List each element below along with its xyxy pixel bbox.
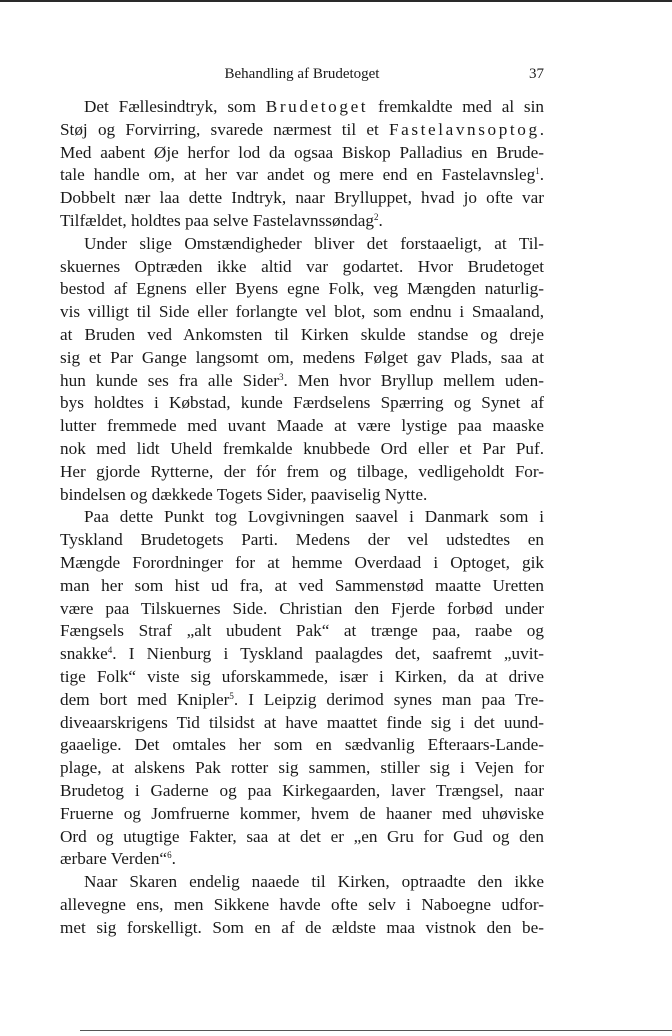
running-header	[60, 62, 544, 86]
text-run: skuernes Optræden ikke altid var godartet. Hvor Brudetoget	[60, 256, 544, 276]
text-run: Fruerne og Jomfruerne kommer, hvem de haaner med uhøviske	[60, 803, 544, 823]
text-run: .	[539, 165, 544, 185]
text-run: Tilfældet, holdtes paa selve Fastelavnssøndag	[60, 210, 374, 230]
top-page-edge	[0, 0, 672, 2]
text-line	[60, 142, 544, 165]
text-line	[60, 848, 544, 871]
text-line	[60, 187, 544, 210]
text-run: man her som hist ud fra, at ved Sammenstød maatte Uretten	[60, 575, 544, 595]
text-run: Brudetog i Gaderne og paa Kirkegaarden, laver Trængsel, naar	[60, 780, 544, 800]
text-line	[60, 803, 544, 826]
text-line	[60, 712, 544, 735]
text-run: fremkaldte med al sin	[368, 97, 544, 116]
paragraph	[60, 233, 544, 507]
text-run: allevegne ens, men Sikkene havde ofte selv i Naboegne udfor-	[60, 894, 544, 914]
text-line	[60, 826, 544, 849]
spaced-emphasis: Brudetoget	[265, 97, 369, 116]
text-run: gaaelige. Det omtales her som en sædvanlig Efteraars-Lande-	[60, 735, 544, 755]
text-line	[60, 119, 544, 142]
text-line	[60, 894, 544, 917]
text-line	[60, 484, 544, 507]
body-text	[60, 96, 544, 939]
text-line	[60, 871, 544, 894]
paragraph	[60, 871, 544, 939]
text-run: dem bort med Knipler	[60, 689, 230, 709]
text-line	[60, 552, 544, 575]
text-line	[60, 256, 544, 279]
text-run: . Men hvor Bryllup mellem uden-	[283, 370, 544, 390]
text-line	[60, 96, 544, 119]
text-line	[60, 438, 544, 461]
text-run: hun kunde ses fra alle Sider	[60, 370, 279, 390]
page-number: 37	[529, 66, 544, 82]
running-title: Behandling af Brudetoget	[224, 66, 380, 82]
text-line	[60, 666, 544, 689]
text-run: at Bruden ved Ankomsten til Kirken skulde standse og dreje	[60, 324, 544, 344]
text-line	[60, 643, 544, 666]
text-run: vis villigt til Side eller forlangte vel blot, som endnu i Smaaland,	[60, 302, 544, 322]
paragraph	[60, 506, 544, 871]
text-run: .	[378, 210, 383, 230]
text-run: Dobbelt nær laa dette Indtryk, naar Brylluppet, hvad jo ofte var	[60, 188, 544, 208]
text-run: tige Folk“ viste sig uforskammede, især i Kirken, da at drive	[60, 666, 544, 686]
text-run: ærbare Verden“	[60, 849, 168, 869]
text-run: Fængsels Straf „alt ubudent Pak“ at trænge paa, raabe og	[60, 621, 544, 641]
text-line	[60, 347, 544, 370]
text-run: Det Fællesindtryk, som	[84, 97, 266, 116]
footnote-ref: 6	[167, 850, 172, 861]
text-line	[60, 415, 544, 438]
text-line	[60, 164, 544, 187]
text-line	[60, 780, 544, 803]
text-line	[60, 689, 544, 712]
text-line	[60, 575, 544, 598]
text-run: bestod af Egnens eller Byens egne Folk, veg Mængden naturlig-	[60, 279, 544, 299]
text-line	[60, 278, 544, 301]
text-run: Under slige Omstændigheder bliver det forstaaeligt, at Til-	[84, 233, 544, 253]
text-run: sig et Par Gange langsomt om, medens Følget gav Plads, saa at	[60, 347, 544, 367]
bottom-page-edge	[80, 1030, 672, 1031]
text-line	[60, 757, 544, 780]
text-run: bindelsen og dækkede Togets Sider, paaviselig Nytte.	[60, 484, 428, 504]
footnote-ref: 4	[107, 645, 113, 656]
text-run: Med aabent Øje herfor lod da ogsaa Biskop Palladius en Brude-	[60, 142, 544, 162]
footnote-ref: 3	[278, 371, 284, 382]
text-run: Støj og Forvirring, svarede nærmest til et	[60, 119, 389, 139]
text-run: . I Leipzig derimod synes man paa Tre-	[233, 689, 544, 709]
text-run: plage, at alskens Pak rotter sig sammen, stiller sig i Vejen for	[60, 758, 544, 778]
text-run: diveaarskrigens Tid tilsidst at have maattet finde sig i det uund-	[60, 712, 544, 732]
footnote-ref: 5	[229, 690, 234, 701]
paragraph	[60, 96, 544, 233]
text-run: Tyskland Brudetogets Parti. Medens der vel udstedtes en	[60, 530, 544, 550]
text-line	[60, 301, 544, 324]
text-line	[60, 392, 544, 415]
text-run: .	[171, 849, 176, 869]
text-line	[60, 233, 544, 256]
text-run: Her gjorde Rytterne, der fór frem og tilbage, vedligeholdt For-	[60, 461, 544, 481]
text-run: nok med lidt Uheld fremkalde knubbede Ord eller et Par Puf.	[60, 438, 544, 458]
footnote-ref: 1	[535, 166, 540, 177]
text-run: snakke	[60, 644, 108, 664]
text-run: Paa dette Punkt tog Lovgivningen saavel i Danmark som i	[84, 507, 544, 527]
text-run: Ord og utugtige Fakter, saa at det er „en Gru for Gud og den	[60, 826, 544, 846]
text-line	[60, 734, 544, 757]
text-run: Naar Skaren endelig naaede til Kirken, optraadte den ikke	[84, 872, 544, 892]
text-run: lutter fremmede med uvant Maade at være lystige paa maaske	[60, 416, 544, 436]
text-run: . I Nienburg i Tyskland paalagdes det, saafremt „uvit-	[112, 644, 544, 664]
text-run: tale handle om, at her var andet og mere end en Fastelavnsleg	[60, 165, 536, 185]
text-line	[60, 210, 544, 233]
text-line	[60, 620, 544, 643]
text-line	[60, 529, 544, 552]
spaced-emphasis: Fastelavnsoptog	[388, 119, 540, 139]
text-line	[60, 506, 544, 529]
text-line	[60, 324, 544, 347]
text-run: Mængde Forordninger for at hemme Overdaad i Optoget, gik	[60, 552, 544, 572]
text-run: være paa Tilskuernes Side. Christian den Fjerde forbød under	[60, 598, 544, 618]
text-run: .	[539, 119, 544, 139]
text-line	[60, 461, 544, 484]
text-run: bys holdtes i Købstad, kunde Færdselens Spærring og Synet af	[60, 393, 544, 413]
footnote-ref: 2	[373, 211, 379, 222]
text-run: met sig forskelligt. Som en af de ældste maa vistnok den be-	[60, 917, 544, 937]
text-line	[60, 598, 544, 621]
text-line	[60, 917, 544, 940]
text-line	[60, 370, 544, 393]
